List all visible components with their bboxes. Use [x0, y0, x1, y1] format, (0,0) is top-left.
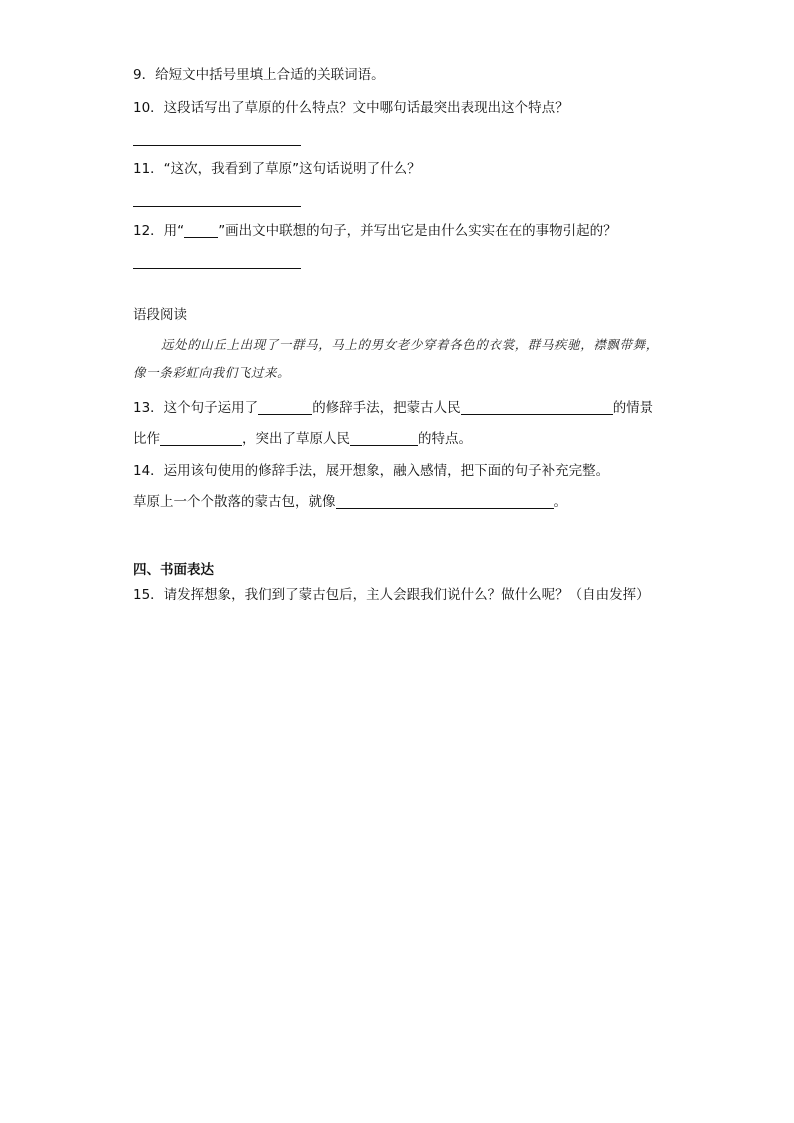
part-4-title: 四、书面表达: [133, 562, 214, 578]
blank-13-rhetoric[interactable]: [258, 400, 312, 415]
question-13-text-3: 的情景: [612, 400, 654, 416]
question-12: [133, 221, 617, 241]
answer-line-12[interactable]: [133, 268, 301, 269]
question-9: 9．给短文中括号里填上合适的关联词语。: [133, 67, 385, 83]
question-14: 14．运用该句使用的修辞手法，展开想象，融入感情，把下面的句子补充完整。: [133, 463, 610, 479]
section-title-reading: 语段阅读: [133, 307, 187, 323]
question-15: 15．请发挥想象，我们到了蒙古包后，主人会跟我们说什么？做什么呢？（自由发挥）: [133, 587, 650, 603]
question-13-line-1: [133, 398, 653, 418]
reading-passage: 远处的山丘上出现了一群马，马上的男女老少穿着各色的衣裳，群马疾驰，襟飘带舞，像一条彩虹向我们飞过来。: [133, 337, 659, 380]
question-13-text-4: 比作: [133, 431, 160, 447]
blank-13-feature[interactable]: [350, 431, 418, 446]
blank-13-compared[interactable]: [160, 431, 242, 446]
question-14-sentence: [133, 492, 567, 512]
question-10: 10．这段话写出了草原的什么特点？文中哪句话最突出表现出这个特点？: [133, 100, 569, 116]
question-12-text-after: ”画出文中联想的句子，并写出它是由什么实实在在的事物引起的？: [218, 223, 617, 239]
question-14-sentence-end: 。: [553, 494, 567, 510]
question-13-text-5: ，突出了草原人民: [242, 431, 350, 447]
question-11: 11．“这次，我看到了草原”这句话说明了什么？: [133, 161, 421, 177]
question-13-text-1: 13．这个句子运用了: [133, 400, 259, 416]
question-12-text-before: 12．用“: [133, 223, 185, 239]
underline-sample: [184, 223, 218, 238]
question-14-sentence-text: 草原上一个个散落的蒙古包，就像: [133, 494, 336, 510]
answer-line-10[interactable]: [133, 145, 301, 146]
question-13-text-6: 的特点。: [418, 431, 472, 447]
blank-14-answer[interactable]: [336, 494, 554, 509]
blank-13-scene[interactable]: [461, 400, 613, 415]
question-13-line-2: [133, 429, 472, 449]
question-13-text-2: 的修辞手法，把蒙古人民: [312, 400, 461, 416]
answer-line-11[interactable]: [133, 206, 301, 207]
